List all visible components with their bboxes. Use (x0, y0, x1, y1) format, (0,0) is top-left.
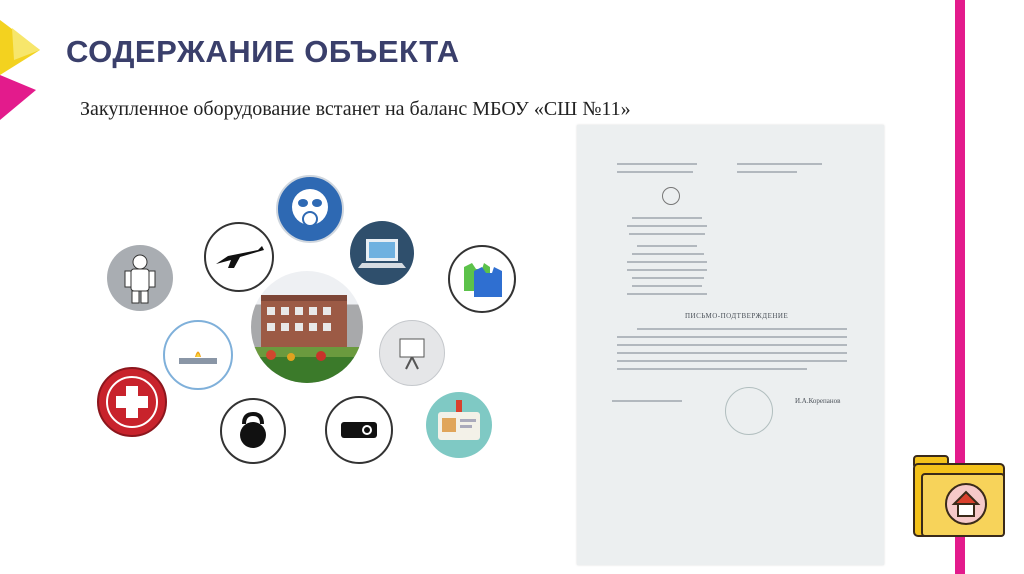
decor-triangles (0, 20, 46, 130)
rifle-icon (204, 222, 274, 292)
folder-house-icon (910, 452, 1010, 542)
confirmation-letter-image (577, 125, 884, 565)
first-aid-icon (97, 367, 167, 437)
laptop-icon (350, 221, 414, 285)
slide-subtitle: Закупленное оборудование встанет на баланс МБОУ «СШ №11» (80, 98, 631, 120)
slide-title: СОДЕРЖАНИЕ ОБЪЕКТА (66, 34, 460, 69)
letter-heading: ПИСЬМО-ПОДТВЕРЖДЕНИЕ (685, 312, 789, 320)
id-badge-icon (426, 392, 492, 458)
gas-mask-icon (276, 175, 344, 243)
school-building-photo (251, 271, 363, 383)
fire-extinguisher-tray-icon (163, 320, 233, 390)
presentation-board-icon (379, 320, 445, 386)
kettlebell-icon (220, 398, 286, 464)
protective-suit-icon (107, 245, 173, 311)
projector-icon (325, 396, 393, 464)
signature-name: И.А.Корепанов (795, 397, 841, 405)
vest-icon (448, 245, 516, 313)
